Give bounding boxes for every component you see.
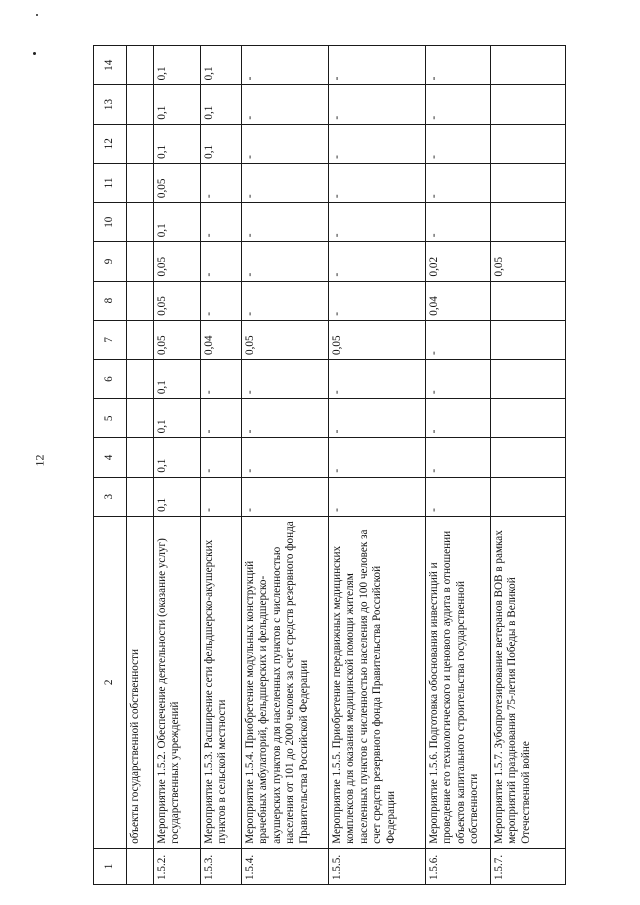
value-cell [491, 399, 566, 438]
value-cell: - [201, 438, 242, 477]
table-row [242, 46, 329, 885]
column-header: 13 [94, 85, 127, 124]
table-row [426, 46, 491, 885]
row-description: Мероприятие 1.5.5. Приобретение передвижных медицинских комплексов для оказания медицинской помощи жителям населенных пунктов с численностью населения до 100 человек за счет средств резервного фонда Правительства Российской Федерации [329, 516, 426, 848]
value-cell: 0,1 [154, 85, 201, 124]
value-cell: 0,1 [154, 124, 201, 163]
value-cell [491, 281, 566, 320]
value-cell: - [329, 359, 426, 398]
column-header: 4 [94, 438, 127, 477]
column-header: 12 [94, 124, 127, 163]
value-cell: - [242, 163, 329, 202]
value-cell [127, 359, 154, 398]
column-header: 9 [94, 242, 127, 281]
value-cell: - [426, 203, 491, 242]
column-header: 5 [94, 399, 127, 438]
value-cell [127, 399, 154, 438]
value-cell: - [329, 124, 426, 163]
value-cell: - [426, 46, 491, 85]
value-cell: - [201, 399, 242, 438]
data-table [93, 45, 566, 885]
value-cell: - [242, 399, 329, 438]
value-cell [127, 85, 154, 124]
value-cell [127, 46, 154, 85]
scan-speck [33, 52, 36, 55]
value-cell [127, 477, 154, 516]
row-number [127, 848, 154, 884]
value-cell: 0,05 [154, 281, 201, 320]
value-cell: 0,05 [242, 320, 329, 359]
value-cell: - [242, 46, 329, 85]
value-cell [491, 359, 566, 398]
column-header: 6 [94, 359, 127, 398]
value-cell: 0,1 [154, 399, 201, 438]
value-cell: - [201, 281, 242, 320]
value-cell [127, 281, 154, 320]
value-cell: - [201, 203, 242, 242]
value-cell: 0,1 [154, 438, 201, 477]
value-cell: 0,1 [201, 124, 242, 163]
value-cell: - [201, 359, 242, 398]
value-cell: - [242, 281, 329, 320]
value-cell [491, 124, 566, 163]
value-cell: 0,1 [154, 477, 201, 516]
value-cell: - [329, 46, 426, 85]
value-cell: 0,1 [154, 46, 201, 85]
row-description: Мероприятие 1.5.2. Обеспечение деятельности (оказание услуг) государственных учреждений [154, 516, 201, 848]
value-cell: - [329, 399, 426, 438]
column-header: 3 [94, 477, 127, 516]
value-cell: - [242, 359, 329, 398]
value-cell [491, 438, 566, 477]
value-cell: 0,05 [154, 242, 201, 281]
value-cell: 0,1 [201, 85, 242, 124]
value-cell: - [426, 124, 491, 163]
value-cell: - [329, 477, 426, 516]
row-description: Мероприятие 1.5.3. Расширение сети фельдшерско-акушерских пунктов в сельской местности [201, 516, 242, 848]
value-cell [127, 124, 154, 163]
value-cell: 0,05 [154, 163, 201, 202]
value-cell [491, 320, 566, 359]
row-number: 1.5.3. [201, 848, 242, 884]
value-cell: - [329, 203, 426, 242]
value-cell: 0,05 [491, 242, 566, 281]
value-cell [491, 203, 566, 242]
row-number: 1.5.2. [154, 848, 201, 884]
row-number: 1.5.7. [491, 848, 566, 884]
row-description: объекты государственной собственности [127, 516, 154, 848]
column-header: 10 [94, 203, 127, 242]
value-cell: - [201, 242, 242, 281]
value-cell: - [242, 477, 329, 516]
value-cell [491, 477, 566, 516]
column-header: 8 [94, 281, 127, 320]
value-cell [127, 163, 154, 202]
value-cell: 0,04 [201, 320, 242, 359]
value-cell: - [426, 438, 491, 477]
value-cell: - [242, 438, 329, 477]
value-cell: 0,1 [201, 46, 242, 85]
value-cell: - [329, 438, 426, 477]
value-cell: - [426, 85, 491, 124]
value-cell: - [426, 359, 491, 398]
value-cell: - [201, 163, 242, 202]
value-cell [491, 163, 566, 202]
value-cell: - [329, 163, 426, 202]
value-cell: 0,04 [426, 281, 491, 320]
column-header: 7 [94, 320, 127, 359]
value-cell [127, 438, 154, 477]
value-cell: - [201, 477, 242, 516]
page-number: 12 [32, 454, 47, 467]
rotated-table-container [93, 45, 605, 885]
value-cell [127, 320, 154, 359]
value-cell: - [329, 85, 426, 124]
value-cell: - [329, 242, 426, 281]
scan-speck [36, 14, 38, 16]
column-header: 2 [94, 516, 127, 848]
header-row [94, 46, 127, 885]
column-header: 1 [94, 848, 127, 884]
column-header: 14 [94, 46, 127, 85]
value-cell: - [242, 242, 329, 281]
value-cell [127, 242, 154, 281]
row-description: Мероприятие 1.5.6. Подготовка обоснования инвестиций и проведение его технологического и ценового аудита в отношении объектов капитального строительства государственной собственности [426, 516, 491, 848]
value-cell: - [426, 163, 491, 202]
row-number: 1.5.6. [426, 848, 491, 884]
row-description: Мероприятие 1.5.4. Приобретение модульных конструкций врачебных амбулаторий, фельдшерских и фельдшерско-акушерских пунктов для населенных пунктов с численностью населения от 101 до 2000 человек за счет средств резервного фонда Правительства Российской Федерации [242, 516, 329, 848]
column-header: 11 [94, 163, 127, 202]
value-cell: - [426, 477, 491, 516]
value-cell: 0,05 [154, 320, 201, 359]
value-cell: - [242, 203, 329, 242]
value-cell: 0,05 [329, 320, 426, 359]
value-cell [491, 85, 566, 124]
value-cell: - [242, 85, 329, 124]
value-cell: 0,1 [154, 359, 201, 398]
row-number: 1.5.4. [242, 848, 329, 884]
value-cell [127, 203, 154, 242]
table-row [154, 46, 201, 885]
table-row [329, 46, 426, 885]
row-description: Мероприятие 1.5.7. Зубопротезирование ветеранов ВОВ в рамках мероприятий празднования 75-летия Победы в Великой Отечественной войне [491, 516, 566, 848]
table-row [127, 46, 154, 885]
value-cell [491, 46, 566, 85]
value-cell: - [426, 399, 491, 438]
value-cell: - [426, 320, 491, 359]
value-cell: - [329, 281, 426, 320]
row-number: 1.5.5. [329, 848, 426, 884]
table-row [201, 46, 242, 885]
value-cell: 0,02 [426, 242, 491, 281]
value-cell: - [242, 124, 329, 163]
value-cell: 0,1 [154, 203, 201, 242]
table-row [491, 46, 566, 885]
